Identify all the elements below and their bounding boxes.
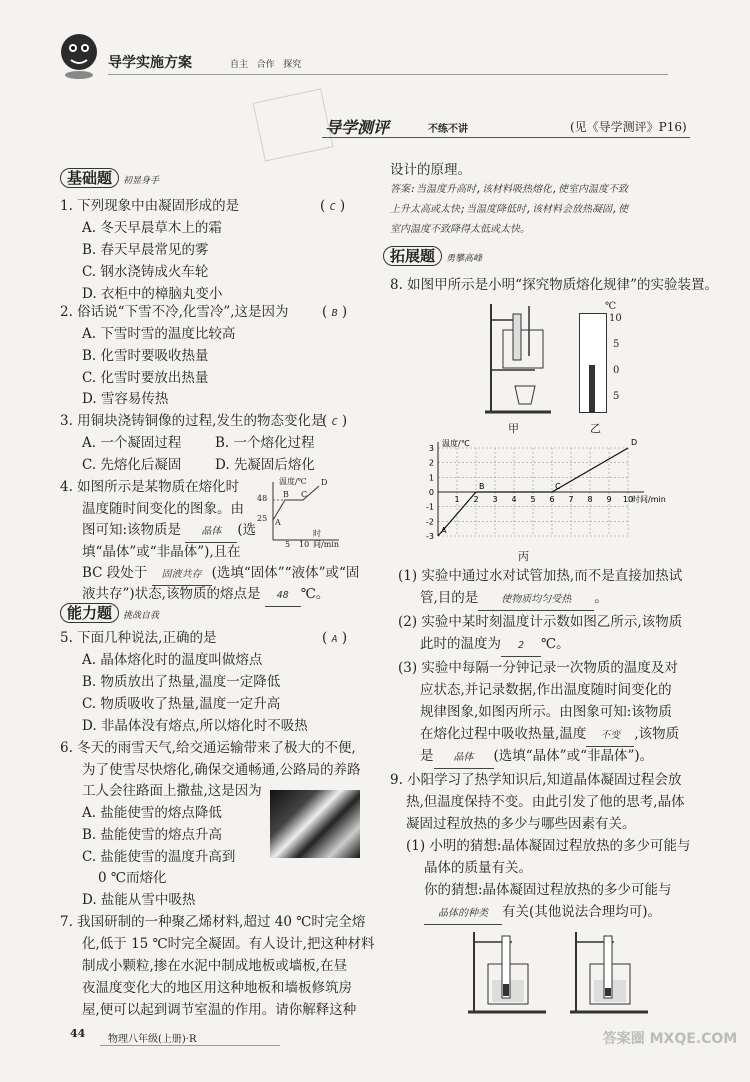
q9-line-1: 9. 小阳学习了热学知识后,知道晶体凝固过程会放 bbox=[390, 772, 682, 788]
q9-line-3: 凝固过程放热的多少与哪些因素有关。 bbox=[406, 816, 636, 832]
chart-xtick-label: 1 bbox=[454, 495, 460, 504]
q7-line-5: 屋,便可以起到调节室温的作用。请你解释这种 bbox=[82, 1002, 357, 1018]
q5-answer: ( A ) bbox=[322, 630, 348, 646]
q9-line-7: 晶体的种类 有关(其他说法合理均可)。 bbox=[424, 902, 661, 925]
chart-point-label: B bbox=[479, 482, 485, 491]
chart-xtick-label: 3 bbox=[492, 495, 498, 504]
chart-ytick-label: 0 bbox=[428, 488, 434, 497]
q3-option-b: B. 一个熔化过程 bbox=[215, 435, 315, 451]
reference-note: (见《导学测评》P16) bbox=[570, 120, 687, 134]
section-ability: 能力题 挑战自我 bbox=[60, 602, 159, 623]
chart-ytick-label: 1 bbox=[428, 473, 434, 483]
figure-apparatus-q9-right bbox=[568, 928, 658, 1018]
q6-line-2: 为了使雪尽快熔化,确保交通畅通,公路局的养路 bbox=[82, 762, 361, 778]
q8-2-line-1: (2) 实验中某时刻温度计示数如图乙所示,该物质 bbox=[398, 614, 683, 630]
q3-stem: 3. 用铜块浇铸铜像的过程,发生的物态变化是 bbox=[60, 413, 325, 429]
chart-xtick-label: 2 bbox=[473, 495, 479, 504]
watermark: 答案圈 MXQE.COM bbox=[602, 1031, 738, 1047]
q9-line-2: 热,但温度保持不变。由此引发了他的思考,晶体 bbox=[406, 794, 685, 810]
page-number: 44 bbox=[70, 1027, 86, 1040]
chart-ylabel: 温度/℃ bbox=[442, 439, 470, 448]
fig-label-bing: 丙 bbox=[518, 550, 529, 563]
q6-option-d: D. 盐能从雪中吸热 bbox=[82, 892, 196, 908]
q1-option-b: B. 春天早晨常见的雾 bbox=[82, 242, 209, 258]
figure-apparatus-q9-left bbox=[466, 928, 556, 1018]
q9-line-4: (1) 小明的猜想:晶体凝固过程放热的多少可能与 bbox=[406, 838, 691, 854]
q4-graph-ytick-48: 48 bbox=[257, 494, 268, 503]
q8-1-line-1: (1) 实验中通过水对试管加热,而不是直接加热试 bbox=[398, 568, 683, 584]
q3-option-c: C. 先熔化后凝固 bbox=[82, 457, 182, 473]
chart-xtick-label: 5 bbox=[530, 495, 536, 504]
q8-stem: 8. 如图甲所示是小明“探究物质熔化规律”的实验装置。 bbox=[390, 277, 718, 293]
chart-xtick-label: 9 bbox=[606, 495, 612, 504]
q8-3-line-2: 应状态,并记录数据,作出温度随时间变化的 bbox=[420, 682, 672, 698]
figure-thermometer-yi bbox=[575, 301, 625, 417]
q5-option-b: B. 物质放出了热量,温度一定降低 bbox=[82, 674, 281, 690]
q4-graph-point-a: A bbox=[275, 518, 281, 527]
chart-point-label: C bbox=[555, 482, 561, 491]
chart-ytick-label: 3 bbox=[428, 444, 434, 453]
brand-title: 导学实施方案 bbox=[108, 55, 192, 71]
fig-label-yi: 乙 bbox=[590, 422, 601, 435]
q2-option-b: B. 化雪时要吸收热量 bbox=[82, 348, 209, 364]
q5-option-c: C. 物质吸收了热量,温度一定升高 bbox=[82, 696, 281, 712]
q2-stem: 2. 俗话说“下雪不冷,化雪冷”,这是因为 bbox=[60, 304, 289, 320]
q3-option-a: A. 一个凝固过程 bbox=[82, 435, 182, 451]
q7-answer-3: 室内温度不致降得太低或太快。 bbox=[390, 224, 530, 235]
q3-answer: ( C ) bbox=[322, 413, 348, 429]
book-title: 物理八年级(上册)·R bbox=[108, 1034, 197, 1045]
chart-ytick-label: -1 bbox=[426, 502, 434, 512]
q4-line-6: 液共存”)状态,该物质的熔点是 48 ℃。 bbox=[82, 584, 329, 607]
q9-line-6: 你的猜想:晶体凝固过程放热的多少可能与 bbox=[424, 882, 672, 898]
q4-graph-ytick-25: 25 bbox=[257, 514, 268, 523]
q8-3-line-1: (3) 实验中每隔一分钟记录一次物质的温度及对 bbox=[398, 660, 678, 676]
q4-line-4: 填“晶体”或“非晶体”),且在 bbox=[82, 544, 241, 560]
q8-1-line-2: 管,目的是 使物质均匀受热 。 bbox=[420, 588, 608, 611]
figure-apparatus-jia bbox=[485, 300, 555, 418]
q2-option-a: A. 下雪时雪的温度比较高 bbox=[82, 326, 236, 342]
thermo-tick-0: 0 bbox=[613, 365, 620, 376]
chart-xtick-label: 8 bbox=[587, 495, 593, 504]
q2-option-d: D. 雪容易传热 bbox=[82, 391, 169, 407]
chart-bing bbox=[418, 438, 688, 546]
section-extend: 拓展题 勇攀高峰 bbox=[383, 245, 482, 266]
q7-cont: 设计的原理。 bbox=[390, 162, 471, 178]
chart-ytick-label: 2 bbox=[428, 458, 434, 468]
q7-line-1: 7. 我国研制的一种聚乙烯材料,超过 40 ℃时完全熔 bbox=[60, 914, 366, 930]
section-basic: 基础题 初显身手 bbox=[60, 167, 159, 188]
q4-graph-xtick-10: 10 bbox=[299, 540, 310, 549]
q6-option-c-cont: 0 ℃而熔化 bbox=[98, 870, 167, 886]
q6-option-a: A. 盐能使雪的熔点降低 bbox=[82, 805, 222, 821]
chart-xtick-label: 10 bbox=[622, 495, 634, 504]
q4-line-3: 图可知:该物质是 晶体 (选 bbox=[82, 520, 256, 543]
q1-option-d: D. 衣柜中的樟脑丸变小 bbox=[82, 286, 223, 302]
q8-3-line-3: 规律图象,如图丙所示。由图象可知:该物质 bbox=[420, 704, 672, 720]
q4-line-1: 4. 如图所示是某物质在熔化时 bbox=[60, 479, 240, 495]
q4-graph-point-c: C bbox=[301, 490, 308, 499]
snow-photo bbox=[270, 790, 360, 858]
q6-option-b: B. 盐能使雪的熔点升高 bbox=[82, 827, 223, 843]
thermo-tick-10: 10 bbox=[609, 313, 622, 324]
q1-option-c: C. 钢水浇铸成火车轮 bbox=[82, 264, 209, 280]
q6-option-c: C. 盐能使雪的温度升高到 bbox=[82, 849, 236, 865]
q8-3-line-5: 是 晶体 (选填“晶体”或“非晶体”)。 bbox=[420, 746, 653, 769]
q1-option-a: A. 冬天早晨草木上的霜 bbox=[82, 220, 222, 236]
banner-title: 导学测评 bbox=[325, 118, 390, 137]
chart-xtick-label: 4 bbox=[511, 495, 517, 504]
q3-option-d: D. 先凝固后熔化 bbox=[215, 457, 315, 473]
q7-line-3: 制成小颗粒,掺在水泥中制成地板或墙板,在昼 bbox=[82, 958, 348, 974]
q4-line-2: 温度随时间变化的图象。由 bbox=[82, 501, 244, 517]
q4-graph-xlabel: 时间/min bbox=[313, 529, 339, 549]
q7-line-2: 化,低于 15 ℃时完全凝固。有人设计,把这种材料 bbox=[82, 936, 375, 952]
banner-note: 不练不讲 bbox=[428, 124, 468, 135]
q1-answer: ( C ) bbox=[320, 198, 346, 214]
chart-point-label: D bbox=[631, 438, 638, 447]
q5-stem: 5. 下面几种说法,正确的是 bbox=[60, 630, 217, 646]
q2-answer: ( B ) bbox=[322, 304, 348, 320]
thermo-tick-neg5: 5 bbox=[613, 391, 620, 402]
q2-option-c: C. 化雪时要放出热量 bbox=[82, 370, 209, 386]
q4-graph-xtick-5: 5 bbox=[285, 540, 291, 549]
mascot-logo bbox=[55, 30, 103, 80]
chart-xtick-label: 7 bbox=[568, 495, 574, 504]
stamp-decoration bbox=[253, 88, 334, 161]
q4-graph-point-d: D bbox=[321, 478, 328, 487]
q6-line-1: 6. 冬天的雨雪天气,给交通运输带来了极大的不便, bbox=[60, 740, 356, 756]
q6-line-3: 工人会往路面上撒盐,这是因为 bbox=[82, 783, 262, 799]
chart-ytick-label: -2 bbox=[426, 517, 434, 527]
chart-ytick-label: -3 bbox=[426, 532, 434, 541]
q8-2-line-2: 此时的温度为 2 ℃。 bbox=[420, 634, 570, 657]
q5-option-a: A. 晶体熔化时的温度叫做熔点 bbox=[82, 652, 263, 668]
q9-line-5: 晶体的质量有关。 bbox=[424, 860, 532, 876]
q7-answer-2: 上升太高或太快;当温度降低时,该材料会放热凝固,使 bbox=[390, 204, 629, 215]
chart-point-label: A bbox=[441, 526, 447, 535]
q7-line-4: 夜温度变化大的地区用这种地板和墙板修筑房 bbox=[82, 980, 352, 996]
q8-3-line-4: 在熔化过程中吸收热量,温度 不变 ,该物质 bbox=[420, 724, 679, 747]
q4-graph-point-b: B bbox=[283, 490, 289, 499]
q7-answer-1: 答案:当温度升高时,该材料吸热熔化,使室内温度不致 bbox=[390, 184, 629, 195]
thermo-tick-5: 5 bbox=[613, 339, 620, 350]
q4-line-5: BC 段处于 固液共存 (选填“固体”“液体”或“固 bbox=[82, 563, 359, 586]
thermo-unit: ℃ bbox=[605, 301, 617, 312]
q4-graph bbox=[255, 478, 343, 550]
fig-label-jia: 甲 bbox=[508, 422, 519, 435]
q5-option-d: D. 非晶体没有熔点,所以熔化时不吸热 bbox=[82, 718, 308, 734]
chart-xtick-label: 6 bbox=[549, 495, 555, 504]
q1-stem: 1. 下列现象中由凝固形成的是 bbox=[60, 198, 240, 214]
brand-tags: 自主 合作 探究 bbox=[230, 60, 302, 70]
chart-xlabel: 时间/min bbox=[632, 495, 666, 504]
q4-graph-ylabel: 温度/℃ bbox=[279, 477, 307, 486]
